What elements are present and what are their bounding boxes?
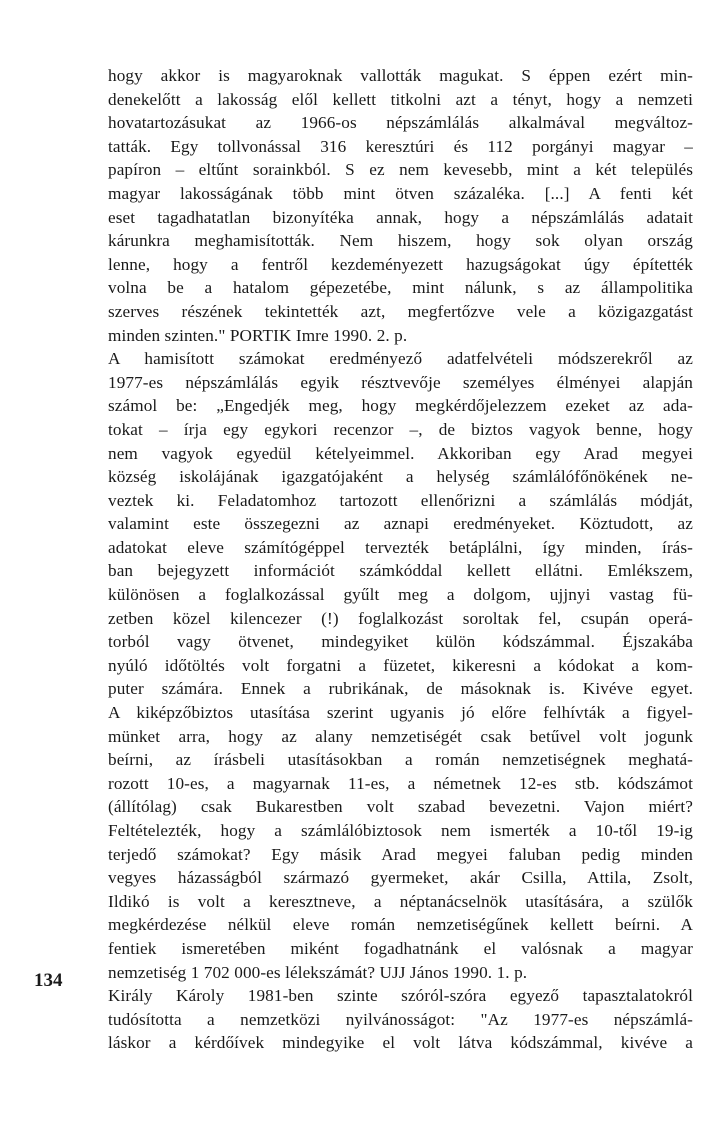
text-line: Király Károly 1981-ben szinte szóról-szóra egyező tapasztalatokról: [108, 986, 693, 1006]
text-line: tatták. Egy tollvonással 316 keresztúri és 112 porgányi magyar –: [108, 136, 693, 156]
text-line: különösen a foglalkozással gyűlt meg a dolgom, ujjnyi vastag fü-: [108, 585, 693, 605]
text-line: valamint este összegezni az aznapi eredményeket. Köztudott, az: [108, 514, 693, 534]
text-line: számol be: „Engedjék meg, hogy megkérdőjelezzem ezeket az ada-: [108, 396, 693, 416]
text-line: fentiek ismeretében miként fogadhatnánk el valósnak a magyar: [108, 938, 693, 958]
paragraph-2: [108, 347, 693, 984]
text-line: zetben közel kilencezer (!) foglalkozást soroltak fel, csupán operá-: [108, 608, 693, 628]
text-line: eset tagadhatatlan bizonyítéka annak, hogy a népszámlálás adatait: [108, 207, 693, 227]
text-line: magyar lakosságának több mint ötven százaléka. [...] A fenti két: [108, 183, 693, 203]
text-line: megkérdezése nélkül eleve román nemzetiségűnek kellett beírni. A: [108, 915, 693, 935]
text-line: hovatartozásukat az 1966-os népszámlálás alkalmával megváltoz-: [108, 113, 693, 133]
text-line: 1977-es népszámlálás egyik résztvevője személyes élményei alapján: [108, 372, 693, 392]
page-number: 134: [34, 970, 63, 991]
text-line: denekelőtt a lakosság elől kellett titkolni azt a tényt, hogy a nemzeti: [108, 89, 693, 109]
text-line: nyúló időtöltés volt forgatni a füzetet, kikeresni a kódokat a kom-: [108, 655, 693, 675]
text-line: nem vagyok egyedül kételyeimmel. Akkoriban egy Arad megyei: [108, 443, 693, 463]
text-line: tudósította a nemzetközi nyilvánosságot: "Az 1977-es népszámlá-: [108, 1009, 693, 1029]
body-text: [108, 64, 693, 1055]
paragraph-3: [108, 984, 693, 1055]
text-line: torból vagy ötvenet, mindegyiket külön kódszámmal. Éjszakába: [108, 632, 693, 652]
text-line: A hamisított számokat eredményező adatfelvételi módszerekről az: [108, 349, 693, 369]
text-line: kárunkra meghamisították. Nem hiszem, hogy sok olyan ország: [108, 231, 693, 251]
text-line: A kiképzőbiztos utasítása szerint ugyanis jó előre felhívták a figyel-: [108, 703, 693, 723]
text-line: tokat – írja egy egykori recenzor –, de biztos vagyok benne, hogy: [108, 419, 693, 439]
text-line: község iskolájának igazgatójaként a helység számlálófőnökének ne-: [108, 467, 693, 487]
text-line: veztek ki. Feladatomhoz tartozott ellenőrizni a számlálás módját,: [108, 490, 693, 510]
text-line: láskor a kérdőívek mindegyike el volt látva kódszámmal, kivéve a: [108, 1033, 693, 1053]
text-line: hogy akkor is magyaroknak vallották magukat. S éppen ezért min-: [108, 66, 693, 85]
text-line: beírni, az írásbeli utasításokban a román nemzetiségnek meghatá-: [108, 750, 693, 770]
text-line: Ildikó is volt a keresztneve, a néptanácselnök utasítására, a szülők: [108, 891, 693, 911]
text-line: papíron – eltűnt sorainkból. S ez nem kevesebb, mint a két település: [108, 160, 693, 180]
citation-line: minden szinten." PORTIK Imre 1990. 2. p.: [108, 325, 408, 345]
text-line: münket arra, hogy az alany nemzetiségét csak betűvel volt jogunk: [108, 726, 693, 746]
text-line: vegyes házasságból származó gyermeket, akár Csilla, Attila, Zsolt,: [108, 868, 693, 888]
citation-line: nemzetiség 1 702 000-es lélekszámát? UJJ János 1990. 1. p.: [108, 962, 528, 982]
text-line: volna be a hatalom gépezetébe, mint nálunk, s az állampolitika: [108, 278, 693, 298]
text-line: adatokat eleve számítógéppel tervezték betáplálni, így minden, írás-: [108, 537, 693, 557]
text-line: terjedő számokat? Egy másik Arad megyei faluban pedig minden: [108, 844, 693, 864]
paragraph-1: [108, 64, 693, 347]
text-line: Feltételezték, hogy a számlálóbiztosok nem ismerték a 10-től 19-ig: [108, 821, 693, 840]
text-line: ban bejegyzett információt számkóddal kellett ellátni. Emlékszem,: [108, 561, 693, 581]
text-line: puter számára. Ennek a rubrikának, de másoknak is. Kivéve egyet.: [108, 679, 693, 699]
text-line: lenne, hogy a fentről kezdeményezett hazugságokat úgy építették: [108, 254, 693, 274]
text-line: (állítólag) csak Bukarestben volt szabad bevezetni. Vajon miért?: [108, 797, 693, 817]
text-line: szerves részének tekintették azt, megfertőzve vele a közigazgatást: [108, 301, 693, 321]
text-line: rozott 10-es, a magyarnak 11-es, a németnek 12-es stb. kódszámot: [108, 773, 693, 793]
